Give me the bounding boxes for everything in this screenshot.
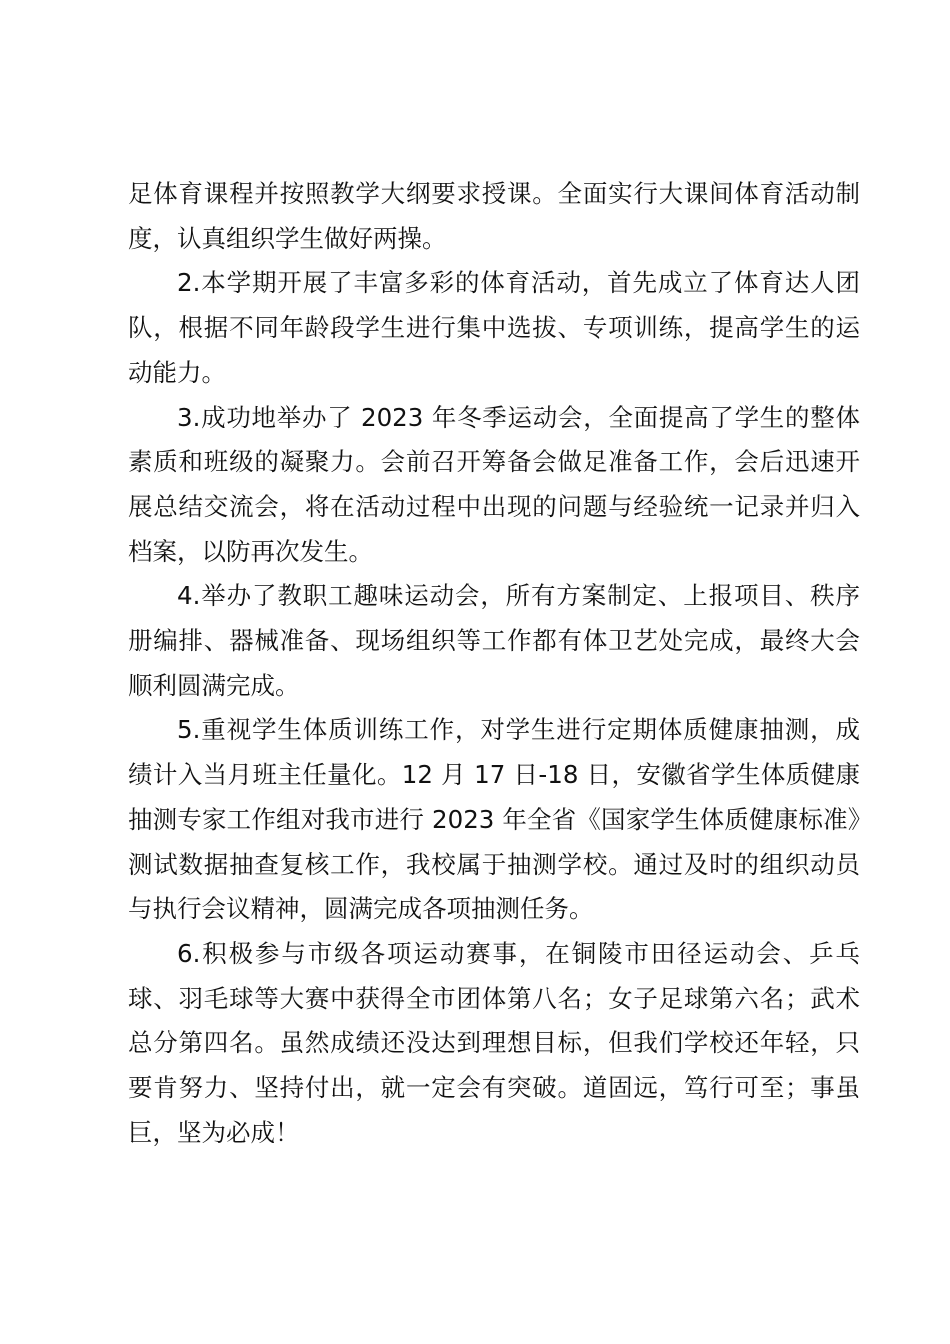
paragraph-item-6: 6.积极参与市级各项运动赛事，在铜陵市田径运动会、乒乓球、羽毛球等大赛中获得全市团体第八名；女子足球第六名；武术总分第四名。虽然成绩还没达到理想目标，但我们学校还年轻，只要肯努力、坚持付出，就一定会有突破。道固远，笃行可至；事虽巨，坚为必成！ — [128, 938, 860, 1147]
paragraph-item-3: 3.成功地举办了 2023 年冬季运动会，全面提高了学生的整体素质和班级的凝聚力。会前召开筹备会做足准备工作，会后迅速开展总结交流会，将在活动过程中出现的问题与经验统一记录并归入档案，以防再次发生。 — [128, 402, 860, 566]
paragraph-continuation: 足体育课程并按照教学大纲要求授课。全面实行大课间体育活动制度，认真组织学生做好两操。 — [128, 179, 860, 253]
document-body — [128, 172, 860, 1155]
paragraph-item-4: 4.举办了教职工趣味运动会，所有方案制定、上报项目、秩序册编排、器械准备、现场组织等工作都有体卫艺处完成，最终大会顺利圆满完成。 — [128, 581, 860, 700]
paragraph-item-5: 5.重视学生体质训练工作，对学生进行定期体质健康抽测，成绩计入当月班主任量化。12 月 17 日-18 日，安徽省学生体质健康抽测专家工作组对我市进行 2023 年全省《国家学生体质健康标准》测试数据抽查复核工作，我校属于抽测学校。通过及时的组织动员与执行会议精神，圆满完成各项抽测任务。 — [128, 715, 860, 924]
paragraph-item-2: 2.本学期开展了丰富多彩的体育活动，首先成立了体育达人团队，根据不同年龄段学生进行集中选拔、专项训练，提高学生的运动能力。 — [128, 268, 860, 387]
